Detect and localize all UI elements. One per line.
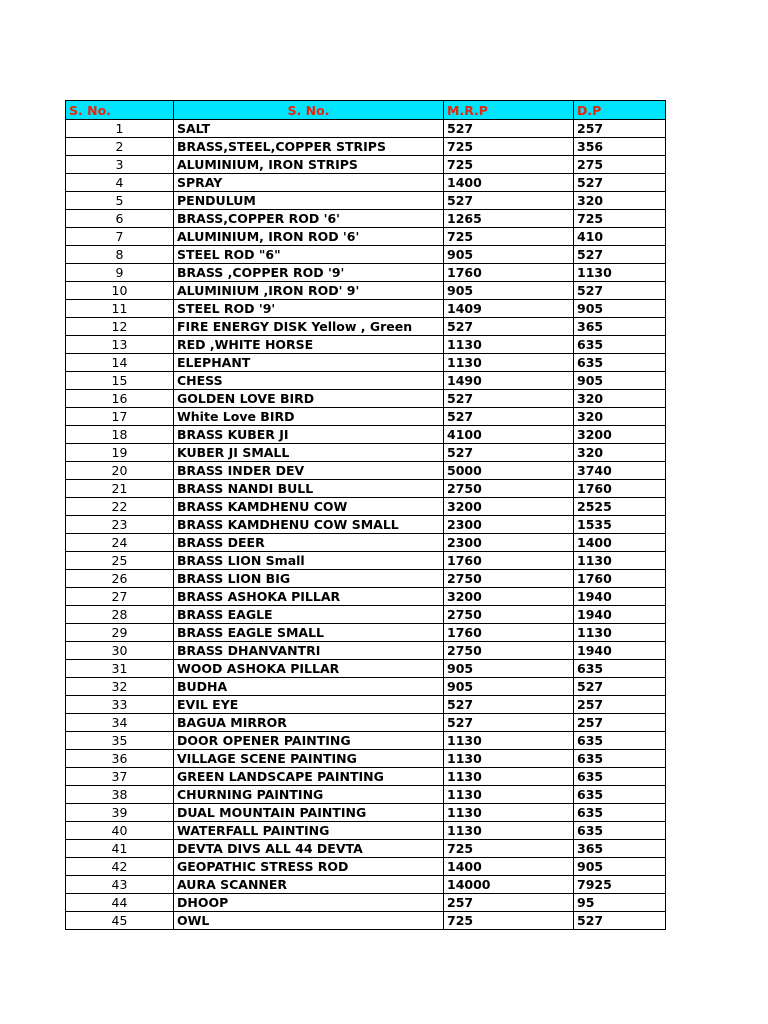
item-name-cell: ALUMINIUM, IRON STRIPS xyxy=(174,156,444,174)
table-row xyxy=(66,534,666,552)
item-name-cell: BRASS LION BIG xyxy=(174,570,444,588)
table-row xyxy=(66,228,666,246)
table-body xyxy=(66,120,666,930)
item-name-cell: BRASS KAMDHENU COW SMALL xyxy=(174,516,444,534)
item-name-cell: BAGUA MIRROR xyxy=(174,714,444,732)
dp-cell: 527 xyxy=(574,678,666,696)
serial-number-cell: 45 xyxy=(66,912,174,930)
mrp-cell: 2750 xyxy=(444,480,574,498)
item-name-cell: KUBER JI SMALL xyxy=(174,444,444,462)
table-row xyxy=(66,768,666,786)
serial-number-cell: 12 xyxy=(66,318,174,336)
mrp-cell: 1265 xyxy=(444,210,574,228)
mrp-cell: 725 xyxy=(444,912,574,930)
dp-cell: 257 xyxy=(574,696,666,714)
table-row xyxy=(66,120,666,138)
dp-cell: 725 xyxy=(574,210,666,228)
dp-cell: 527 xyxy=(574,174,666,192)
serial-number-cell: 17 xyxy=(66,408,174,426)
table-row xyxy=(66,570,666,588)
dp-cell: 410 xyxy=(574,228,666,246)
item-name-cell: FIRE ENERGY DISK Yellow , Green xyxy=(174,318,444,336)
serial-number-cell: 8 xyxy=(66,246,174,264)
table-row xyxy=(66,588,666,606)
table-row xyxy=(66,318,666,336)
item-name-cell: OWL xyxy=(174,912,444,930)
serial-number-cell: 31 xyxy=(66,660,174,678)
serial-number-cell: 22 xyxy=(66,498,174,516)
serial-number-cell: 25 xyxy=(66,552,174,570)
serial-number-cell: 40 xyxy=(66,822,174,840)
serial-number-cell: 13 xyxy=(66,336,174,354)
dp-cell: 635 xyxy=(574,768,666,786)
table-row xyxy=(66,606,666,624)
dp-cell: 1940 xyxy=(574,606,666,624)
mrp-cell: 2300 xyxy=(444,516,574,534)
item-name-cell: CHURNING PAINTING xyxy=(174,786,444,804)
item-name-cell: ELEPHANT xyxy=(174,354,444,372)
dp-cell: 635 xyxy=(574,822,666,840)
mrp-cell: 527 xyxy=(444,390,574,408)
dp-cell: 1760 xyxy=(574,570,666,588)
dp-cell: 3740 xyxy=(574,462,666,480)
item-name-cell: GREEN LANDSCAPE PAINTING xyxy=(174,768,444,786)
item-name-cell: DHOOP xyxy=(174,894,444,912)
dp-cell: 635 xyxy=(574,354,666,372)
table-row xyxy=(66,498,666,516)
mrp-cell: 1760 xyxy=(444,624,574,642)
item-name-cell: DEVTA DIVS ALL 44 DEVTA xyxy=(174,840,444,858)
item-name-cell: BRASS EAGLE SMALL xyxy=(174,624,444,642)
dp-cell: 527 xyxy=(574,246,666,264)
dp-cell: 320 xyxy=(574,444,666,462)
item-name-cell: DOOR OPENER PAINTING xyxy=(174,732,444,750)
item-name-cell: WOOD ASHOKA PILLAR xyxy=(174,660,444,678)
item-name-cell: BRASS NANDI BULL xyxy=(174,480,444,498)
serial-number-cell: 16 xyxy=(66,390,174,408)
table-row xyxy=(66,516,666,534)
table-row xyxy=(66,822,666,840)
item-name-cell: GOLDEN LOVE BIRD xyxy=(174,390,444,408)
serial-number-cell: 43 xyxy=(66,876,174,894)
dp-cell: 635 xyxy=(574,660,666,678)
mrp-cell: 527 xyxy=(444,696,574,714)
serial-number-cell: 30 xyxy=(66,642,174,660)
mrp-cell: 1130 xyxy=(444,804,574,822)
serial-number-cell: 3 xyxy=(66,156,174,174)
table-row xyxy=(66,696,666,714)
dp-cell: 1130 xyxy=(574,552,666,570)
dp-cell: 905 xyxy=(574,372,666,390)
item-name-cell: SPRAY xyxy=(174,174,444,192)
table-row xyxy=(66,372,666,390)
serial-number-cell: 27 xyxy=(66,588,174,606)
serial-number-cell: 29 xyxy=(66,624,174,642)
table-row xyxy=(66,804,666,822)
serial-number-cell: 6 xyxy=(66,210,174,228)
table-row xyxy=(66,336,666,354)
table-row xyxy=(66,192,666,210)
table-header xyxy=(66,101,666,120)
table-row xyxy=(66,444,666,462)
mrp-cell: 1400 xyxy=(444,174,574,192)
mrp-cell: 1490 xyxy=(444,372,574,390)
item-name-cell: BRASS DHANVANTRI xyxy=(174,642,444,660)
serial-number-cell: 1 xyxy=(66,120,174,138)
dp-cell: 1760 xyxy=(574,480,666,498)
table-row xyxy=(66,732,666,750)
table-row xyxy=(66,462,666,480)
mrp-cell: 1130 xyxy=(444,750,574,768)
dp-cell: 527 xyxy=(574,282,666,300)
dp-cell: 1130 xyxy=(574,624,666,642)
item-name-cell: RED ,WHITE HORSE xyxy=(174,336,444,354)
table-row xyxy=(66,300,666,318)
table-row xyxy=(66,912,666,930)
mrp-cell: 1760 xyxy=(444,264,574,282)
serial-number-cell: 14 xyxy=(66,354,174,372)
mrp-cell: 725 xyxy=(444,840,574,858)
header-mrp: M.R.P xyxy=(444,101,574,120)
serial-number-cell: 37 xyxy=(66,768,174,786)
mrp-cell: 2750 xyxy=(444,570,574,588)
mrp-cell: 3200 xyxy=(444,498,574,516)
table-row xyxy=(66,876,666,894)
item-name-cell: STEEL ROD '9' xyxy=(174,300,444,318)
item-name-cell: BRASS DEER xyxy=(174,534,444,552)
dp-cell: 3200 xyxy=(574,426,666,444)
table-row xyxy=(66,858,666,876)
serial-number-cell: 42 xyxy=(66,858,174,876)
item-name-cell: CHESS xyxy=(174,372,444,390)
mrp-cell: 725 xyxy=(444,156,574,174)
dp-cell: 905 xyxy=(574,300,666,318)
mrp-cell: 1130 xyxy=(444,336,574,354)
serial-number-cell: 9 xyxy=(66,264,174,282)
mrp-cell: 905 xyxy=(444,246,574,264)
table-row xyxy=(66,246,666,264)
dp-cell: 365 xyxy=(574,840,666,858)
mrp-cell: 725 xyxy=(444,138,574,156)
dp-cell: 2525 xyxy=(574,498,666,516)
serial-number-cell: 38 xyxy=(66,786,174,804)
table-row xyxy=(66,210,666,228)
serial-number-cell: 19 xyxy=(66,444,174,462)
table-row xyxy=(66,678,666,696)
dp-cell: 527 xyxy=(574,912,666,930)
mrp-cell: 527 xyxy=(444,408,574,426)
item-name-cell: VILLAGE SCENE PAINTING xyxy=(174,750,444,768)
serial-number-cell: 36 xyxy=(66,750,174,768)
serial-number-cell: 28 xyxy=(66,606,174,624)
item-name-cell: WATERFALL PAINTING xyxy=(174,822,444,840)
serial-number-cell: 18 xyxy=(66,426,174,444)
serial-number-cell: 7 xyxy=(66,228,174,246)
mrp-cell: 527 xyxy=(444,318,574,336)
serial-number-cell: 5 xyxy=(66,192,174,210)
table-row xyxy=(66,750,666,768)
item-name-cell: BRASS ,COPPER ROD '9' xyxy=(174,264,444,282)
mrp-cell: 905 xyxy=(444,282,574,300)
serial-number-cell: 2 xyxy=(66,138,174,156)
table-row xyxy=(66,660,666,678)
serial-number-cell: 33 xyxy=(66,696,174,714)
table-row xyxy=(66,624,666,642)
item-name-cell: ALUMINIUM ,IRON ROD' 9' xyxy=(174,282,444,300)
mrp-cell: 1130 xyxy=(444,786,574,804)
mrp-cell: 725 xyxy=(444,228,574,246)
mrp-cell: 3200 xyxy=(444,588,574,606)
table-row xyxy=(66,156,666,174)
mrp-cell: 2300 xyxy=(444,534,574,552)
dp-cell: 356 xyxy=(574,138,666,156)
table-row xyxy=(66,480,666,498)
serial-number-cell: 34 xyxy=(66,714,174,732)
dp-cell: 1400 xyxy=(574,534,666,552)
item-name-cell: BUDHA xyxy=(174,678,444,696)
mrp-cell: 1130 xyxy=(444,822,574,840)
table-row xyxy=(66,426,666,444)
serial-number-cell: 10 xyxy=(66,282,174,300)
dp-cell: 635 xyxy=(574,786,666,804)
item-name-cell: PENDULUM xyxy=(174,192,444,210)
item-name-cell: BRASS ASHOKA PILLAR xyxy=(174,588,444,606)
mrp-cell: 1760 xyxy=(444,552,574,570)
dp-cell: 905 xyxy=(574,858,666,876)
header-dp: D.P xyxy=(574,101,666,120)
item-name-cell: ALUMINIUM, IRON ROD '6' xyxy=(174,228,444,246)
item-name-cell: BRASS,COPPER ROD '6' xyxy=(174,210,444,228)
item-name-cell: BRASS INDER DEV xyxy=(174,462,444,480)
item-name-cell: BRASS KAMDHENU COW xyxy=(174,498,444,516)
dp-cell: 95 xyxy=(574,894,666,912)
serial-number-cell: 21 xyxy=(66,480,174,498)
mrp-cell: 527 xyxy=(444,192,574,210)
header-item-name: S. No. xyxy=(174,101,444,120)
table-row xyxy=(66,282,666,300)
mrp-cell: 1130 xyxy=(444,732,574,750)
table-row xyxy=(66,264,666,282)
mrp-cell: 257 xyxy=(444,894,574,912)
item-name-cell: BRASS,STEEL,COPPER STRIPS xyxy=(174,138,444,156)
serial-number-cell: 23 xyxy=(66,516,174,534)
dp-cell: 257 xyxy=(574,120,666,138)
table-row xyxy=(66,840,666,858)
dp-cell: 275 xyxy=(574,156,666,174)
dp-cell: 1130 xyxy=(574,264,666,282)
dp-cell: 320 xyxy=(574,408,666,426)
mrp-cell: 905 xyxy=(444,660,574,678)
item-name-cell: BRASS KUBER JI xyxy=(174,426,444,444)
table-row xyxy=(66,390,666,408)
item-name-cell: SALT xyxy=(174,120,444,138)
item-name-cell: White Love BIRD xyxy=(174,408,444,426)
item-name-cell: AURA SCANNER xyxy=(174,876,444,894)
price-list-table xyxy=(65,100,666,930)
mrp-cell: 2750 xyxy=(444,642,574,660)
header-row xyxy=(66,101,666,120)
mrp-cell: 905 xyxy=(444,678,574,696)
table-row xyxy=(66,552,666,570)
serial-number-cell: 44 xyxy=(66,894,174,912)
header-serial-number: S. No. xyxy=(66,101,174,120)
serial-number-cell: 35 xyxy=(66,732,174,750)
mrp-cell: 527 xyxy=(444,120,574,138)
mrp-cell: 1130 xyxy=(444,768,574,786)
mrp-cell: 1409 xyxy=(444,300,574,318)
dp-cell: 635 xyxy=(574,750,666,768)
serial-number-cell: 15 xyxy=(66,372,174,390)
item-name-cell: STEEL ROD "6" xyxy=(174,246,444,264)
dp-cell: 365 xyxy=(574,318,666,336)
dp-cell: 257 xyxy=(574,714,666,732)
table-row xyxy=(66,408,666,426)
mrp-cell: 4100 xyxy=(444,426,574,444)
mrp-cell: 2750 xyxy=(444,606,574,624)
dp-cell: 320 xyxy=(574,390,666,408)
serial-number-cell: 32 xyxy=(66,678,174,696)
serial-number-cell: 11 xyxy=(66,300,174,318)
table-row xyxy=(66,642,666,660)
dp-cell: 320 xyxy=(574,192,666,210)
table-row xyxy=(66,138,666,156)
mrp-cell: 1130 xyxy=(444,354,574,372)
serial-number-cell: 24 xyxy=(66,534,174,552)
dp-cell: 635 xyxy=(574,336,666,354)
mrp-cell: 5000 xyxy=(444,462,574,480)
serial-number-cell: 39 xyxy=(66,804,174,822)
table-row xyxy=(66,354,666,372)
item-name-cell: BRASS LION Small xyxy=(174,552,444,570)
dp-cell: 7925 xyxy=(574,876,666,894)
serial-number-cell: 41 xyxy=(66,840,174,858)
item-name-cell: DUAL MOUNTAIN PAINTING xyxy=(174,804,444,822)
dp-cell: 1940 xyxy=(574,642,666,660)
serial-number-cell: 26 xyxy=(66,570,174,588)
table-row xyxy=(66,786,666,804)
mrp-cell: 14000 xyxy=(444,876,574,894)
dp-cell: 1535 xyxy=(574,516,666,534)
mrp-cell: 527 xyxy=(444,444,574,462)
table-row xyxy=(66,174,666,192)
table-row xyxy=(66,894,666,912)
serial-number-cell: 20 xyxy=(66,462,174,480)
dp-cell: 635 xyxy=(574,732,666,750)
item-name-cell: GEOPATHIC STRESS ROD xyxy=(174,858,444,876)
mrp-cell: 1400 xyxy=(444,858,574,876)
serial-number-cell: 4 xyxy=(66,174,174,192)
dp-cell: 1940 xyxy=(574,588,666,606)
mrp-cell: 527 xyxy=(444,714,574,732)
dp-cell: 635 xyxy=(574,804,666,822)
item-name-cell: EVIL EYE xyxy=(174,696,444,714)
item-name-cell: BRASS EAGLE xyxy=(174,606,444,624)
table-row xyxy=(66,714,666,732)
